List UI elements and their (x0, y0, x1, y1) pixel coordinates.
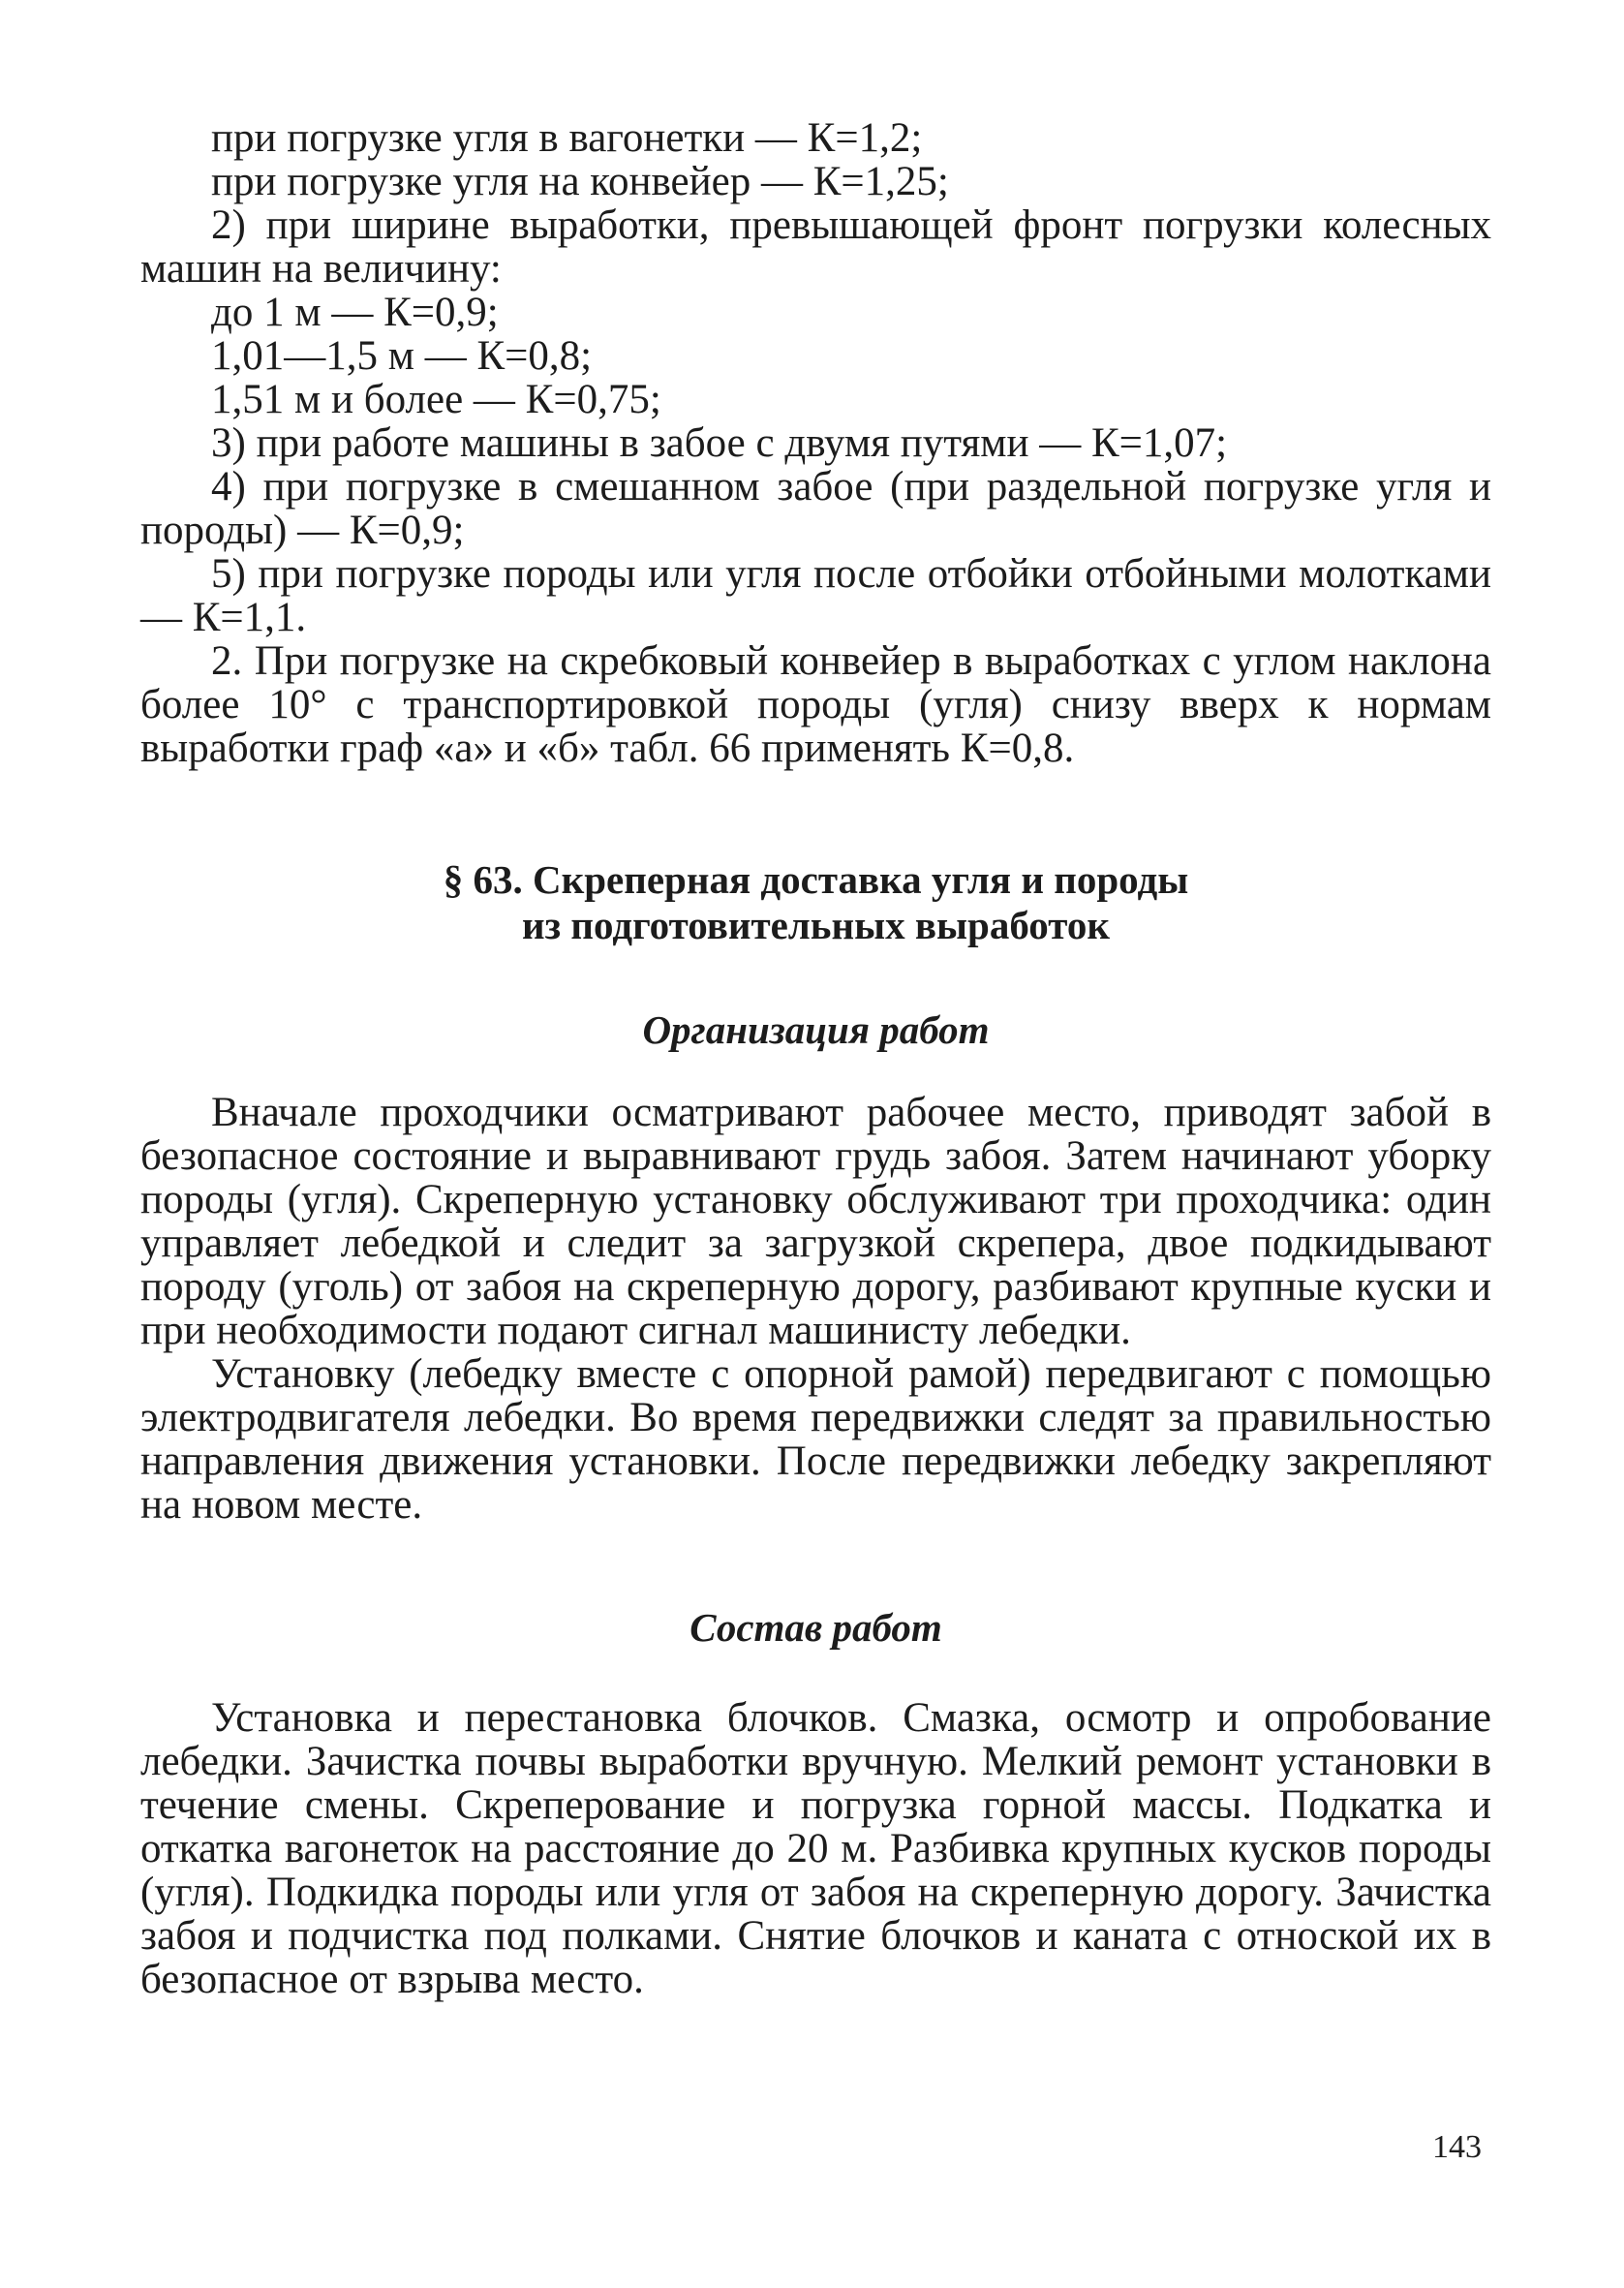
organization-paragraph-1: Вначале проходчики осматривают рабочее место, приводят забой в безопасное состояние и выравнивают грудь забоя. Затем начинают уборку породы (угля). Скреперную установку обслуживают три проходчика: один управляет лебедкой и следит за загрузкой скрепера, двое подкидывают породу (уголь) от забоя на скреперную дорогу, разбивают крупные куски и при необходимости подают сигнал машинисту лебедки. (140, 1090, 1491, 1353)
organization-subtitle: Организация работ (642, 1007, 990, 1052)
coefficient-item-hammers: 5) при погрузке породы или угля после отбойки отбойными молотками — К=1,1. (140, 551, 1491, 640)
section-title-line-1: § 63. Скреперная доставка угля и породы (443, 857, 1189, 902)
composition-subtitle: Состав работ (689, 1605, 942, 1650)
coefficient-item-width: 2) при ширине выработки, превышающей фронт погрузки колесных машин на величину: (140, 202, 1491, 292)
coefficient-item-width-up-to-1m: до 1 м — К=0,9; (211, 290, 499, 335)
note-scraper-conveyor: 2. При погрузке на скребковый конвейер в выработках с углом наклона более 10° с транспортировкой породы (угля) снизу вверх к нормам выработки граф «а» и «б» табл. 66 применять К=0,8. (140, 638, 1491, 771)
coefficient-item-mixed-face: 4) при погрузке в смешанном забое (при раздельной погрузке угля и породы) — К=0,9; (140, 464, 1491, 553)
composition-paragraph: Установка и перестановка блочков. Смазка, осмотр и опробование лебедки. Зачистка почвы выработки вручную. Мелкий ремонт установки в течение смены. Скреперование и погрузка горной массы. Подкатка и откатка вагонеток на расстояние до 20 м. Разбивка крупных кусков породы (угля). Подкидка породы или угля от забоя на скреперную дорогу. Зачистка забоя и подчистка под полками. Снятие блочков и каната с отноской их в безопасное от взрыва место. (140, 1695, 1491, 2002)
coefficient-line-wagons: при погрузке угля в вагонетки — К=1,2; (211, 115, 923, 161)
organization-paragraph-2: Установку (лебедку вместе с опорной рамой) передвигают с помощью электродвигателя лебедки. Во время передвижки следят за правильностью направления движения установки. После передвижки лебедку закрепляют на новом месте. (140, 1351, 1491, 1528)
page-number: 143 (1432, 2129, 1482, 2165)
document-page (140, 116, 1491, 2001)
coefficient-item-width-1-1.5m: 1,01—1,5 м — К=0,8; (211, 333, 593, 379)
coefficient-line-conveyor: при погрузке угля на конвейер — К=1,25; (211, 159, 949, 204)
section-title-line-2: из подготовительных выработок (522, 903, 1110, 947)
coefficient-item-width-over-1.5m: 1,51 м и более — К=0,75; (211, 377, 661, 422)
section-title (140, 857, 1491, 948)
coefficient-item-two-tracks: 3) при работе машины в забое с двумя путями — К=1,07; (211, 420, 1228, 466)
